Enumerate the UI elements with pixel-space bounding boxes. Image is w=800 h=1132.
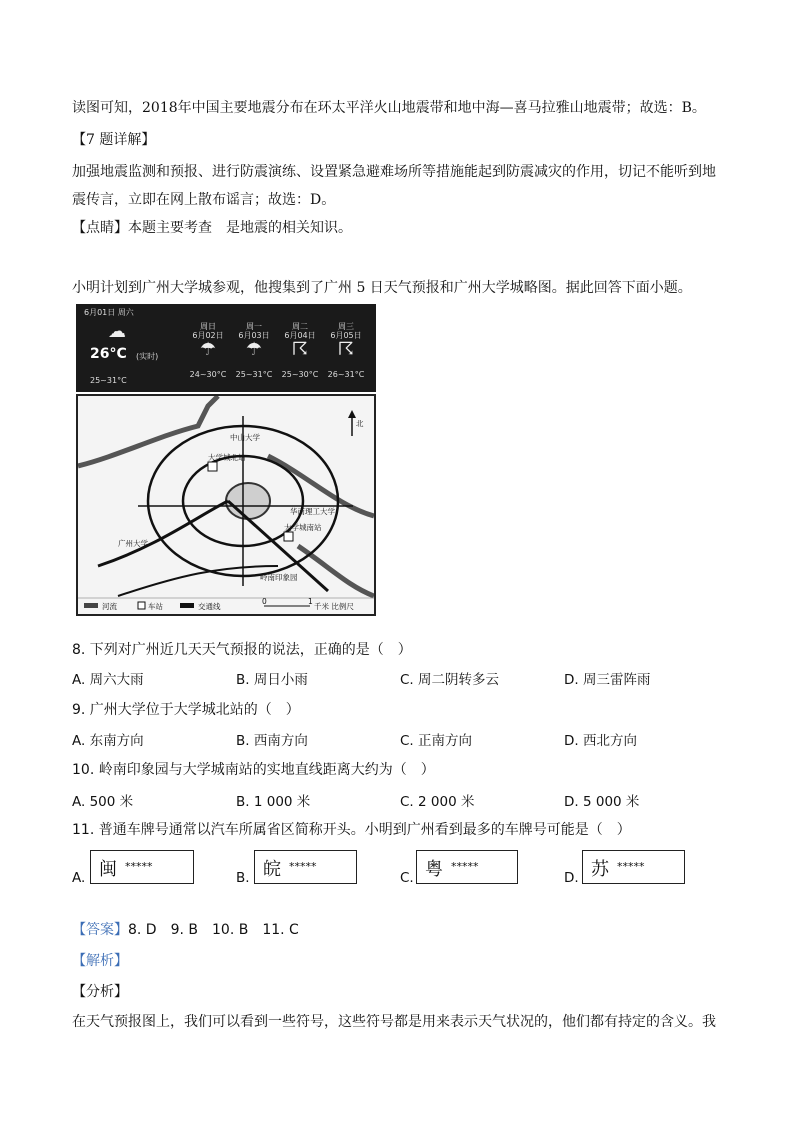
question-11: 11. 普通车牌号通常以汽车所属省区简称开头。小明到广州看到最多的车牌号可能是（ ） [72, 822, 631, 838]
plate-stars: ***** [617, 860, 645, 873]
today-range: 25~31°C [90, 376, 127, 385]
today-temp: 26°C [90, 346, 127, 362]
option: C. 周二阴转多云 [400, 672, 500, 688]
map-label: 广州大学 [118, 539, 148, 548]
date-label: 6月03日 [238, 331, 270, 340]
option: B. 周日小雨 [236, 672, 308, 688]
day-label: 周一 [246, 322, 262, 331]
scale-zero: 0 [262, 597, 267, 606]
day-label: 周日 [200, 322, 216, 331]
thunderstorm-icon: ☈ [291, 339, 309, 360]
map-drawing [78, 396, 374, 614]
dianjing-note: 【点睛】本题主要考查 是地震的相关知识。 [72, 220, 352, 236]
option: D. 西北方向 [564, 733, 637, 749]
option-letter: A. [72, 870, 86, 886]
legend-item: 车站 [148, 602, 163, 611]
plate-province: 苏 [591, 859, 609, 880]
temp-range: 26~31°C [327, 370, 365, 379]
map-label: 华南理工大学 [290, 507, 335, 516]
forecast-day [280, 322, 320, 379]
option: D. 5 000 米 [564, 794, 640, 810]
campus-map [76, 394, 376, 616]
answer-label: 【答案】 [72, 922, 128, 938]
paragraph: 加强地震监测和预报、进行防震演练、设置紧急避难场所等措施能起到防震减灾的作用，切记不能听到地 [72, 164, 716, 180]
temp-range: 25~30°C [281, 370, 319, 379]
answer-line [72, 920, 732, 940]
temp-range: 25~31°C [235, 370, 273, 379]
legend-item: 交通线 [198, 602, 221, 611]
option-letter: B. [236, 870, 250, 886]
forecast-day [326, 322, 366, 379]
today-note: (实时) [136, 352, 159, 361]
option: A. 周六大雨 [72, 672, 144, 688]
map-label: 大学城南站 [284, 523, 322, 532]
legend-item: 千米 比例尺 [314, 602, 354, 611]
plate-stars: ***** [451, 860, 479, 873]
weather-forecast-panel [76, 304, 376, 392]
thunderstorm-icon: ☈ [337, 339, 355, 360]
paragraph: 在天气预报图上，我们可以看到一些符号，这些符号都是用来表示天气状况的，他们都有持定的含义。我 [72, 1014, 716, 1030]
scale-one: 1 [308, 597, 313, 606]
option-letter: C. [400, 870, 414, 886]
paragraph: 震传言，立即在网上散布谣言；故选：D。 [72, 192, 336, 208]
question-9: 9. 广州大学位于大学城北站的（ ） [72, 702, 300, 718]
plate-stars: ***** [289, 860, 317, 873]
date-label: 6月04日 [284, 331, 316, 340]
option: D. 周三雷阵雨 [564, 672, 651, 688]
question-intro: 小明计划到广州大学城参观，他搜集到了广州 5 日天气预报和广州大学城略图。据此回答下面小题。 [72, 280, 692, 296]
legend-item: 河流 [102, 602, 117, 611]
plate-province: 皖 [263, 859, 281, 880]
question-10: 10. 岭南印象园与大学城南站的实地直线距离大约为（ ） [72, 762, 435, 778]
date-label: 6月02日 [192, 331, 224, 340]
day-label: 周三 [338, 322, 354, 331]
option: A. 500 米 [72, 794, 134, 810]
option: C. 正南方向 [400, 733, 473, 749]
paragraph: 读图可知，2018年中国主要地震分布在环太平洋火山地震带和地中海—喜马拉雅山地震带；故选：B。 [72, 100, 706, 116]
license-plate [582, 850, 685, 884]
option: B. 西南方向 [236, 733, 308, 749]
plate-province: 粤 [425, 859, 443, 880]
section-heading: 【7 题详解】 [72, 132, 156, 148]
option: A. 东南方向 [72, 733, 144, 749]
north-label: 北 [356, 419, 364, 428]
map-label: 岭南印象园 [260, 573, 298, 582]
option: B. 1 000 米 [236, 794, 311, 810]
map-label: 大学城北站 [208, 453, 246, 462]
cloud-rain-icon: ☂ [199, 339, 217, 360]
forecast-day [234, 322, 274, 379]
option: C. 2 000 米 [400, 794, 475, 810]
license-plate [254, 850, 357, 884]
fenxi-label: 【分析】 [72, 984, 128, 1000]
license-plate [90, 850, 194, 884]
date-label: 6月05日 [330, 331, 362, 340]
answer-text: 8. D 9. B 10. B 11. C [128, 922, 299, 938]
map-label: 中山大学 [230, 433, 260, 442]
cloud-icon: ☁ [108, 321, 126, 342]
analysis-label: 【解析】 [72, 953, 128, 969]
temp-range: 24~30°C [189, 370, 227, 379]
option-letter: D. [564, 870, 579, 886]
day-label: 周二 [292, 322, 308, 331]
today-date: 6月01日 周六 [84, 308, 134, 317]
forecast-day [188, 322, 228, 379]
plate-province: 闽 [99, 859, 117, 880]
plate-stars: ***** [125, 860, 153, 873]
question-8: 8. 下列对广州近几天天气预报的说法，正确的是（ ） [72, 642, 412, 658]
license-plate [416, 850, 518, 884]
cloud-rain-icon: ☂ [245, 339, 263, 360]
